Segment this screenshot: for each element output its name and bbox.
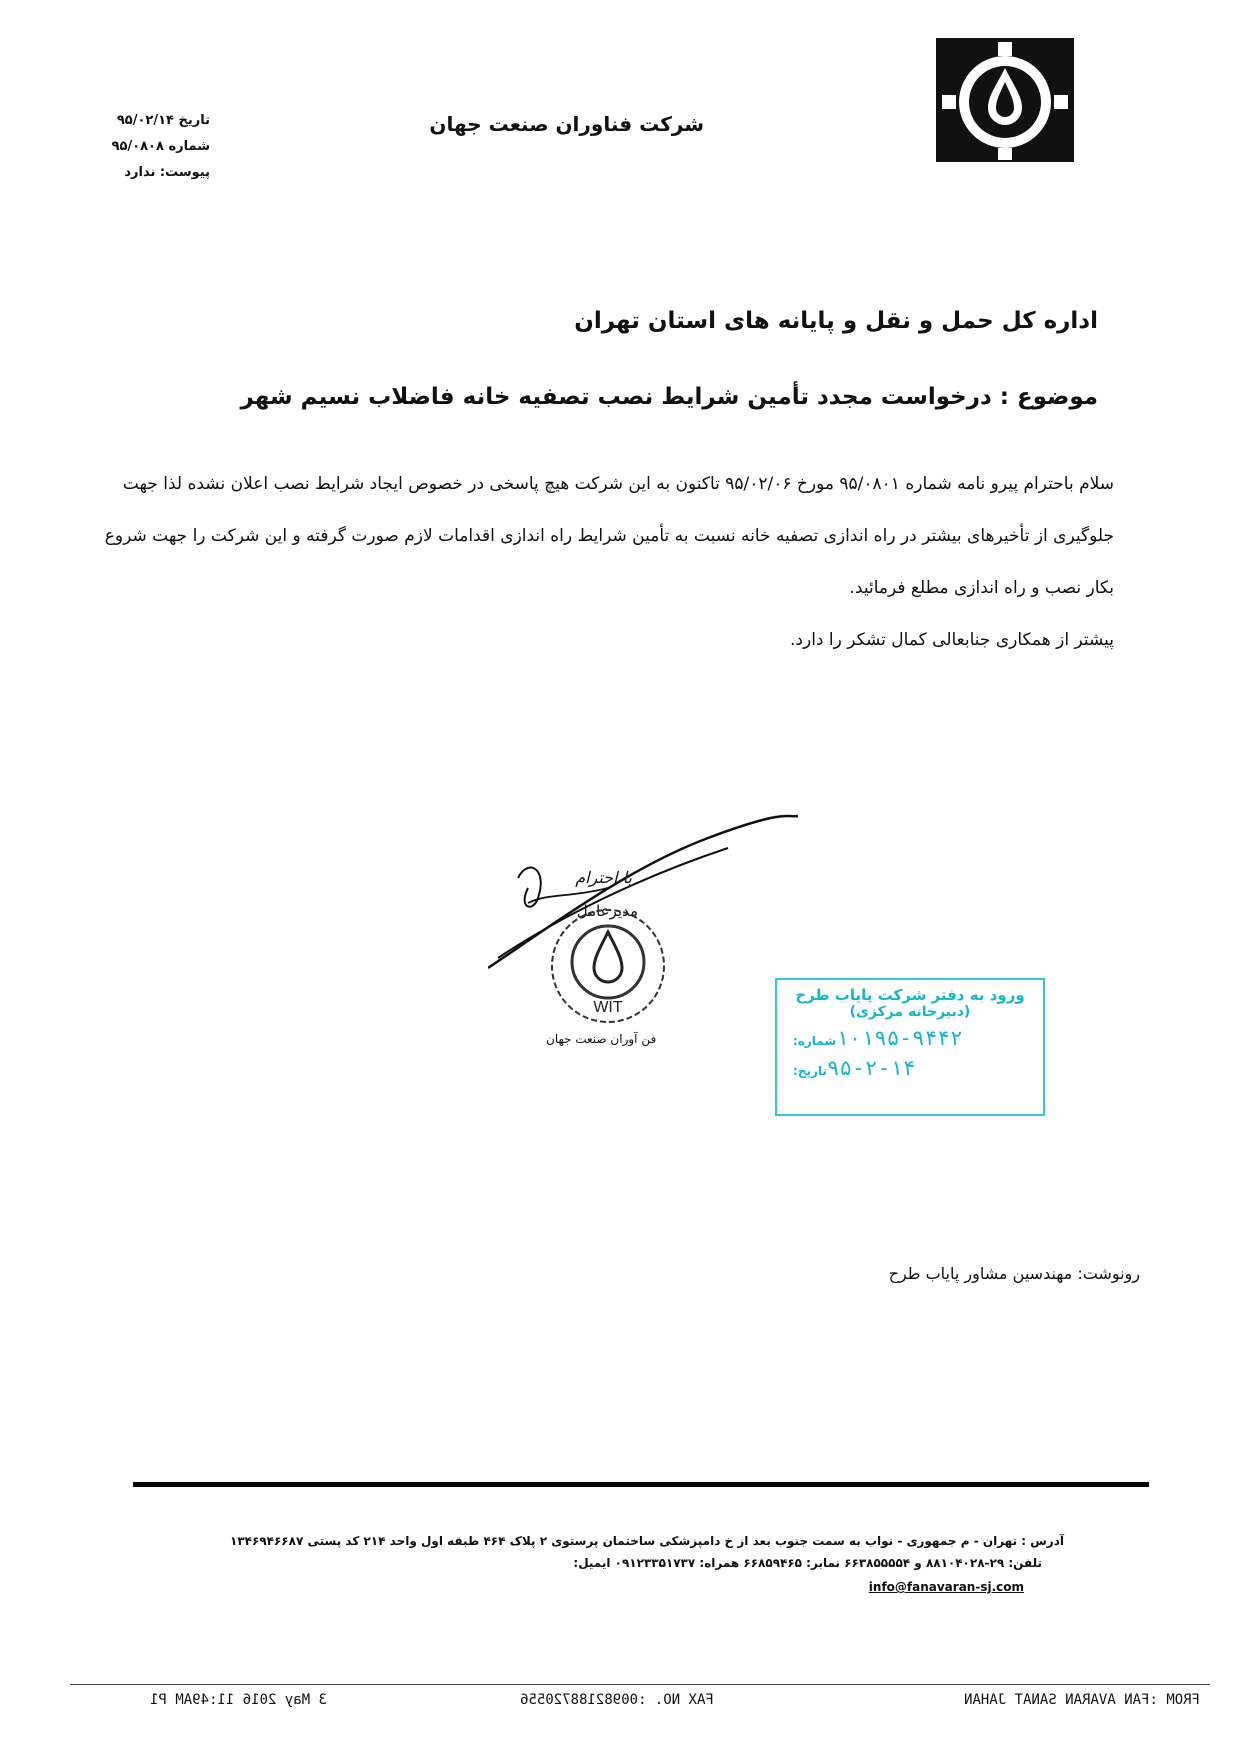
letter-attachment: پیوست: ندارد [124, 165, 210, 180]
fax-from: FROM :FAN AVARAN SANAT JAHAN [963, 1692, 1200, 1708]
letter-subject: موضوع : درخواست مجدد تأمین شرایط نصب تصفیه خانه فاضلاب نسیم شهر [240, 384, 1098, 410]
body-paragraph: پیشتر از همکاری جنابعالی کمال تشکر را دارد. [790, 630, 1114, 650]
carbon-copy: رونوشت: مهندسین مشاور پایاب طرح [888, 1264, 1140, 1283]
footer-phones: تلفن: ۲۹-۸۸۱۰۴۰۲۸ و ۶۶۳۸۵۵۵۵۴ نمابر: ۶۶۸۵۹۴۶۵ همراه: ۰۹۱۲۳۳۵۱۷۳۷ ایمیل: [573, 1556, 1042, 1570]
stamp-number-row [777, 1026, 1043, 1050]
seal-text: WIT [593, 999, 623, 1016]
letter-date: تاریخ ۹۵/۰۲/۱۴ [116, 113, 210, 128]
stamp-date-value: ۹۵-۲-۱۴ [826, 1056, 916, 1080]
receipt-stamp [775, 978, 1045, 1116]
body-paragraph: سلام باحترام پیرو نامه شماره ۹۵/۰۸۰۱ مورخ ۹۵/۰۲/۰۶ تاکنون به این شرکت هیچ پاسخی در خصوص ایجاد شرایط نصب اعلان نشده لذا جهت جلوگیری از تأخیرهای بیشتر در راه اندازی تصفیه خانه نسبت به تأمین شرایط راه اندازی اقدامات لازم صورت گرفته و این شرکت را جهت شروع بکار نصب و راه اندازی مطلع فرمائید. [104, 474, 1114, 598]
recipient [498, 300, 1098, 342]
recipient-line: اداره کل حمل و نقل و پایانه های استان تهران [574, 308, 1098, 334]
stamp-date-label: تاریخ: [793, 1064, 827, 1078]
footer-address: آدرس : تهران - م جمهوری - نواب به سمت جنوب بعد از خ دامپزشکی ساختمان پرستوی ۲ پلاک ۴۶۴ طبقه اول واحد ۲۱۴ کد پستی ۱۳۴۶۹۴۶۶۸۷ [230, 1534, 1064, 1548]
seal-icon [548, 906, 668, 1026]
stamp-date-row [777, 1056, 1043, 1080]
gear-drop-icon [936, 38, 1074, 162]
fax-number: FAX NO. :00982188720556 [520, 1692, 714, 1708]
stamp-subtitle: (دبیرخانه مرکزی) [849, 1004, 971, 1020]
company-logo [936, 38, 1074, 162]
letter-number: شماره ۹۵/۰۸۰۸ [111, 139, 210, 154]
stamp-number-value: ۱۰۱۹۵-۹۴۴۲ [836, 1026, 963, 1050]
fax-divider [70, 1684, 1210, 1685]
fax-timestamp: 3 May 2016 11:49AM P1 [150, 1692, 328, 1708]
fax-header [100, 1692, 1210, 1722]
stamp-number-label: شماره: [793, 1034, 837, 1048]
footer-email-link[interactable]: info@fanavaran-sj.com [868, 1580, 1024, 1594]
footer-divider [133, 1482, 1149, 1487]
seal-caption: فن آوران صنعت جهان [546, 1032, 657, 1046]
letter-meta [98, 108, 210, 186]
signatory-title: مدیرعامل [576, 902, 638, 920]
company-name: شرکت فناوران صنعت جهان [429, 112, 704, 136]
company-seal [548, 906, 668, 1026]
footer-email-line [869, 1580, 1024, 1594]
letter-body [84, 458, 1114, 666]
stamp-title: ورود به دفتر شرکت پایاب طرح [795, 986, 1025, 1004]
signoff: با احترام [575, 868, 632, 887]
